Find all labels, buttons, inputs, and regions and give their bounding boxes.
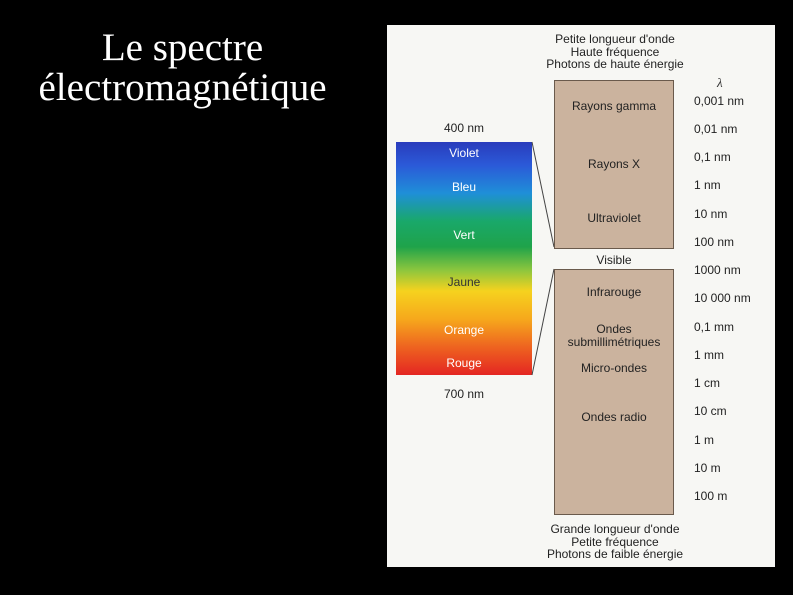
wavelength-label: 1 nm xyxy=(694,178,721,192)
wavelength-label: 0,1 nm xyxy=(694,150,731,164)
header-line: Haute fréquence xyxy=(570,44,660,59)
region-ultraviolet: Ultraviolet xyxy=(587,211,641,225)
header-line: Grande longueur d'onde xyxy=(550,522,680,536)
wavelength-label: 0,01 nm xyxy=(694,122,738,136)
header-line: Petite fréquence xyxy=(571,534,659,549)
color-label-bleu: Bleu xyxy=(451,180,477,194)
slide-title xyxy=(0,28,365,108)
wavelength-label: 1000 nm xyxy=(694,263,741,277)
color-label-orange: Orange xyxy=(443,323,485,337)
region-gamma-rays: Rayons gamma xyxy=(571,99,657,113)
lambda-symbol: λ xyxy=(717,75,723,90)
region-infrared: Infrarouge xyxy=(586,285,642,299)
wavelength-label: 1 cm xyxy=(694,376,721,390)
long-wavelength-header xyxy=(515,523,715,561)
wavelength-label: 10 000 nm xyxy=(694,291,751,305)
spectrum-top-label: 400 nm xyxy=(443,121,485,135)
color-label-rouge: Rouge xyxy=(446,356,482,370)
color-label-violet: Violet xyxy=(449,146,479,160)
low-energy-region-box xyxy=(554,269,674,515)
title-line-1: Le spectre xyxy=(101,26,264,69)
wavelength-label: 0,1 mm xyxy=(694,320,735,334)
spectrum-diagram xyxy=(387,25,775,567)
title-line-2: électromagnétique xyxy=(38,66,327,109)
region-microwaves: Micro-ondes xyxy=(580,361,648,375)
region-visible: Visible xyxy=(596,253,632,267)
wavelength-label: 1 m xyxy=(694,433,715,447)
wavelength-label: 100 m xyxy=(694,489,728,503)
region-submillimeter: Ondes submillimétriques xyxy=(567,322,661,349)
header-line: Photons de faible énergie xyxy=(546,547,684,561)
spectrum-bottom-label: 700 nm xyxy=(443,387,485,401)
region-x-rays: Rayons X xyxy=(587,157,641,171)
region-radio-waves: Ondes radio xyxy=(581,410,647,424)
header-line: Petite longueur d'onde xyxy=(555,32,675,46)
wavelength-label: 10 m xyxy=(694,461,721,475)
wavelength-label: 0,001 nm xyxy=(694,94,745,108)
wavelength-label: 1 mm xyxy=(694,348,724,362)
color-label-vert: Vert xyxy=(453,228,475,242)
color-label-jaune: Jaune xyxy=(447,275,481,289)
wavelength-label: 10 nm xyxy=(694,207,728,221)
header-line: Photons de haute énergie xyxy=(546,57,684,71)
wavelength-label: 10 cm xyxy=(694,404,727,418)
wavelength-label: 100 nm xyxy=(694,235,735,249)
